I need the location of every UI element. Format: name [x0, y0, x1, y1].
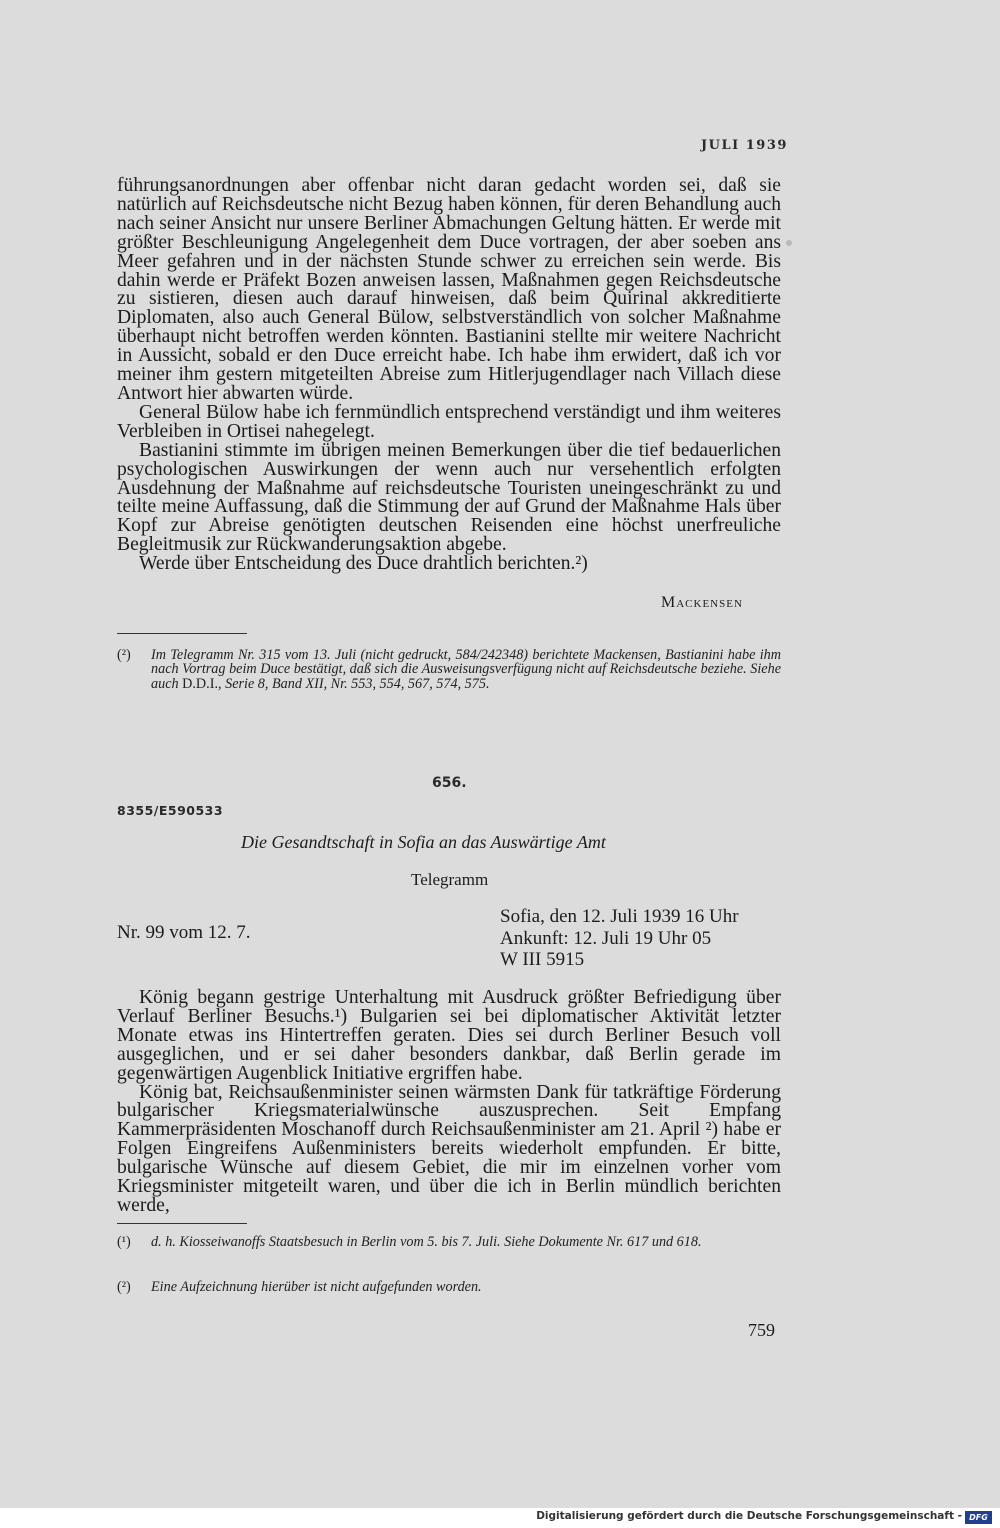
signature: Mackensen — [661, 594, 743, 611]
footnote-text-ref: D.D.I., — [182, 675, 226, 692]
digitization-footer — [0, 1508, 1000, 1528]
upper-paragraph-4: Werde über Entscheidung des Duce drahtlich berichten.²) — [139, 553, 588, 575]
footer-credit: Digitalisierung gefördert durch die Deutsche Forschungsgemeinschaft - — [536, 1510, 962, 1522]
footnote-lower-2 — [117, 1280, 781, 1294]
page-number: 759 — [748, 1320, 775, 1340]
footnote-text-part-1: Im Telegramm Nr. 315 vom 13. Juli (nicht gedruckt, 584/242348) berichtete Mackensen, Bastianini habe ihm nach Vortrag beim Duce bestätigt, daß sich die Ausweisungsverfügung nicht auf Reichsdeutsche beziehe. Siehe auch — [151, 647, 781, 692]
document-type: Telegramm — [411, 870, 489, 889]
registry-reference: W III 5915 — [500, 949, 585, 970]
footnote-text-part-2: Serie 8, Band XII, Nr. 553, 554, 567, 574, 575. — [225, 675, 490, 692]
footnote-text: d. h. Kiosseiwanoffs Staatsbesuch in Berlin vom 5. bis 7. Juli. Siehe Dokumente Nr. 617 und 618. — [151, 1234, 702, 1250]
document-number: 656. — [432, 775, 467, 791]
place-date: Sofia, den 12. Juli 1939 16 Uhr — [500, 906, 739, 927]
arrival-time: Ankunft: 12. Juli 19 Uhr 05 — [500, 928, 712, 949]
footnote-mark: (¹) — [117, 1234, 131, 1250]
footnote-mark: (²) — [117, 647, 131, 663]
footnote-text — [151, 648, 781, 691]
upper-paragraph-1: führungsanordnungen aber offenbar nicht daran gedacht worden sei, daß sie natürlich auf Reichsdeutsche nicht Bezug haben können, für deren Behandlung auch nach seiner Ansicht nur unsere Berliner Abmachungen Geltung hätten. Er werde mit größter Beschleunigung Angelegenheit dem Duce vortragen, der aber soeben ans Meer gefahren und in der nächsten Stunde schwer zu erreichen sein werde. Bis dahin werde er Präfekt Bozen anweisen lassen, Maßnahmen gegen Reichsdeutsche zu sistieren, diesen auch darauf hinweisen, daß beim Quirinal akkreditierte Diplomaten, also auch General Bülow, selbstverständlich von solcher Maßnahme überhaupt nicht betroffen werden könnten. Bastianini stellte mir weitere Nachricht in Aussicht, sobald er den Duce erreicht habe. Ich habe ihm erwidert, daß ich vor meiner ihm gestern mitgeteilten Abreise zum Hitlerjugendlager nach Villach diese Antwort hier abwarten würde. — [117, 175, 781, 404]
upper-paragraph-2: General Bülow habe ich fernmündlich entsprechend verständigt und ihm weiteres Verbleiben in Ortisei nahegelegt. — [117, 401, 781, 442]
running-header: JULI 1939 — [701, 138, 788, 153]
lower-text-block — [117, 989, 781, 1216]
dfg-logo-icon[interactable]: DFG — [965, 1511, 992, 1524]
footnote-mark: (²) — [117, 1279, 131, 1295]
footnote-divider-lower — [117, 1223, 247, 1224]
upper-text-block — [117, 177, 781, 574]
lower-paragraph-2: König bat, Reichsaußenminister seinen wärmsten Dank für tatkräftige Förderung bulgarischer Kriegsmaterialwünsche auszusprechen. Seit Empfang Kammerpräsidenten Moschanoff durch Reichsaußenminister am 21. April ²) habe er Folgen Eingreifens Außenministers bereits wiederholt empfunden. Er bitte, bulgarische Wünsche auf diesem Gebiet, die mir im einzelnen vorher vom Kriegsminister mitgeteilt waren, und über die ich in Berlin mündlich berichten werde, — [117, 1081, 781, 1216]
footnote-divider — [117, 633, 247, 634]
footnote-upper — [117, 648, 781, 691]
upper-paragraph-3: Bastianini stimmte im übrigen meinen Bemerkungen über die tief bedauerlichen psychologischen Auswirkungen der wenn auch nur versehentlich erfolgten Ausdehnung der Maßnahme auf reichsdeutsche Touristen uneingeschränkt zu und teilte meine Auffassung, daß die Stimmung der auf Grund der Maßnahme Hals über Kopf zur Abreise genötigten deutschen Reisenden eine höchst unerfreuliche Begleitmusik zur Rückwanderungsaktion abgebe. — [117, 439, 781, 556]
file-reference: 8355/E590533 — [117, 803, 224, 818]
lower-paragraph-1: König begann gestrige Unterhaltung mit Ausdruck größter Befriedigung über Verlauf Berliner Besuchs.¹) Bulgarien sei bei diplomatischer Aktivität letzter Monate etwas ins Hintertreffen geraten. Dies sei durch Berliner Besuch voll ausgeglichen, und er sei daher besonders dankbar, daß Berlin gerade im gegenwärtigen Augenblick Initiative ergriffen habe. — [117, 987, 781, 1084]
document-title: Die Gesandtschaft in Sofia an das Auswärtige Amt — [241, 832, 606, 852]
telegram-number: Nr. 99 vom 12. 7. — [117, 922, 251, 943]
footnote-lower-1 — [117, 1235, 781, 1249]
scan-artifact-dot — [786, 240, 792, 246]
footnote-text: Eine Aufzeichnung hierüber ist nicht aufgefunden worden. — [151, 1279, 482, 1295]
